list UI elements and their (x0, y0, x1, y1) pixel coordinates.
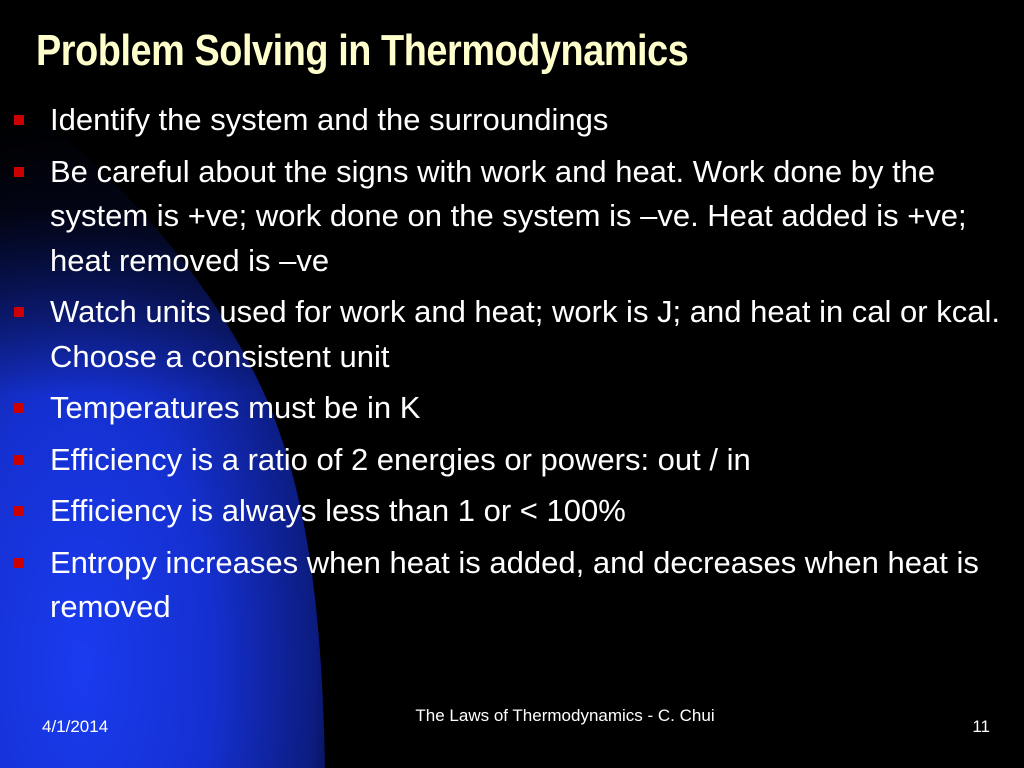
list-item (0, 290, 1000, 379)
list-item (0, 489, 1000, 534)
bullet-list (0, 98, 1000, 637)
list-item (0, 98, 1000, 143)
bullet-text: Efficiency is a ratio of 2 energies or powers: out / in (50, 441, 751, 477)
square-bullet-icon (14, 307, 24, 317)
page-number: 11 (972, 717, 990, 736)
list-item (0, 541, 1000, 630)
bullet-text: Be careful about the signs with work and heat. Work done by the system is +ve; work done on the system is –ve. Heat added is +ve; heat removed is –ve (50, 153, 967, 278)
square-bullet-icon (14, 455, 24, 465)
footer-title: The Laws of Thermodynamics - C. Chui (415, 706, 715, 725)
square-bullet-icon (14, 506, 24, 516)
list-item (0, 438, 1000, 483)
slide-title: Problem Solving in Thermodynamics (36, 26, 689, 75)
list-item (0, 150, 1000, 284)
square-bullet-icon (14, 403, 24, 413)
square-bullet-icon (14, 558, 24, 568)
list-item (0, 386, 1000, 431)
square-bullet-icon (14, 115, 24, 125)
footer-date: 4/1/2014 (42, 717, 109, 736)
bullet-text: Efficiency is always less than 1 or < 100% (50, 493, 626, 528)
bullet-text: Watch units used for work and heat; work is J; and heat in cal or kcal. Choose a consistent unit (50, 294, 1000, 374)
bullet-text: Entropy increases when heat is added, and decreases when heat is removed (50, 544, 979, 624)
square-bullet-icon (14, 167, 24, 177)
bullet-text: Temperatures must be in K (50, 390, 421, 425)
bullet-text: Identify the system and the surroundings (50, 102, 609, 137)
